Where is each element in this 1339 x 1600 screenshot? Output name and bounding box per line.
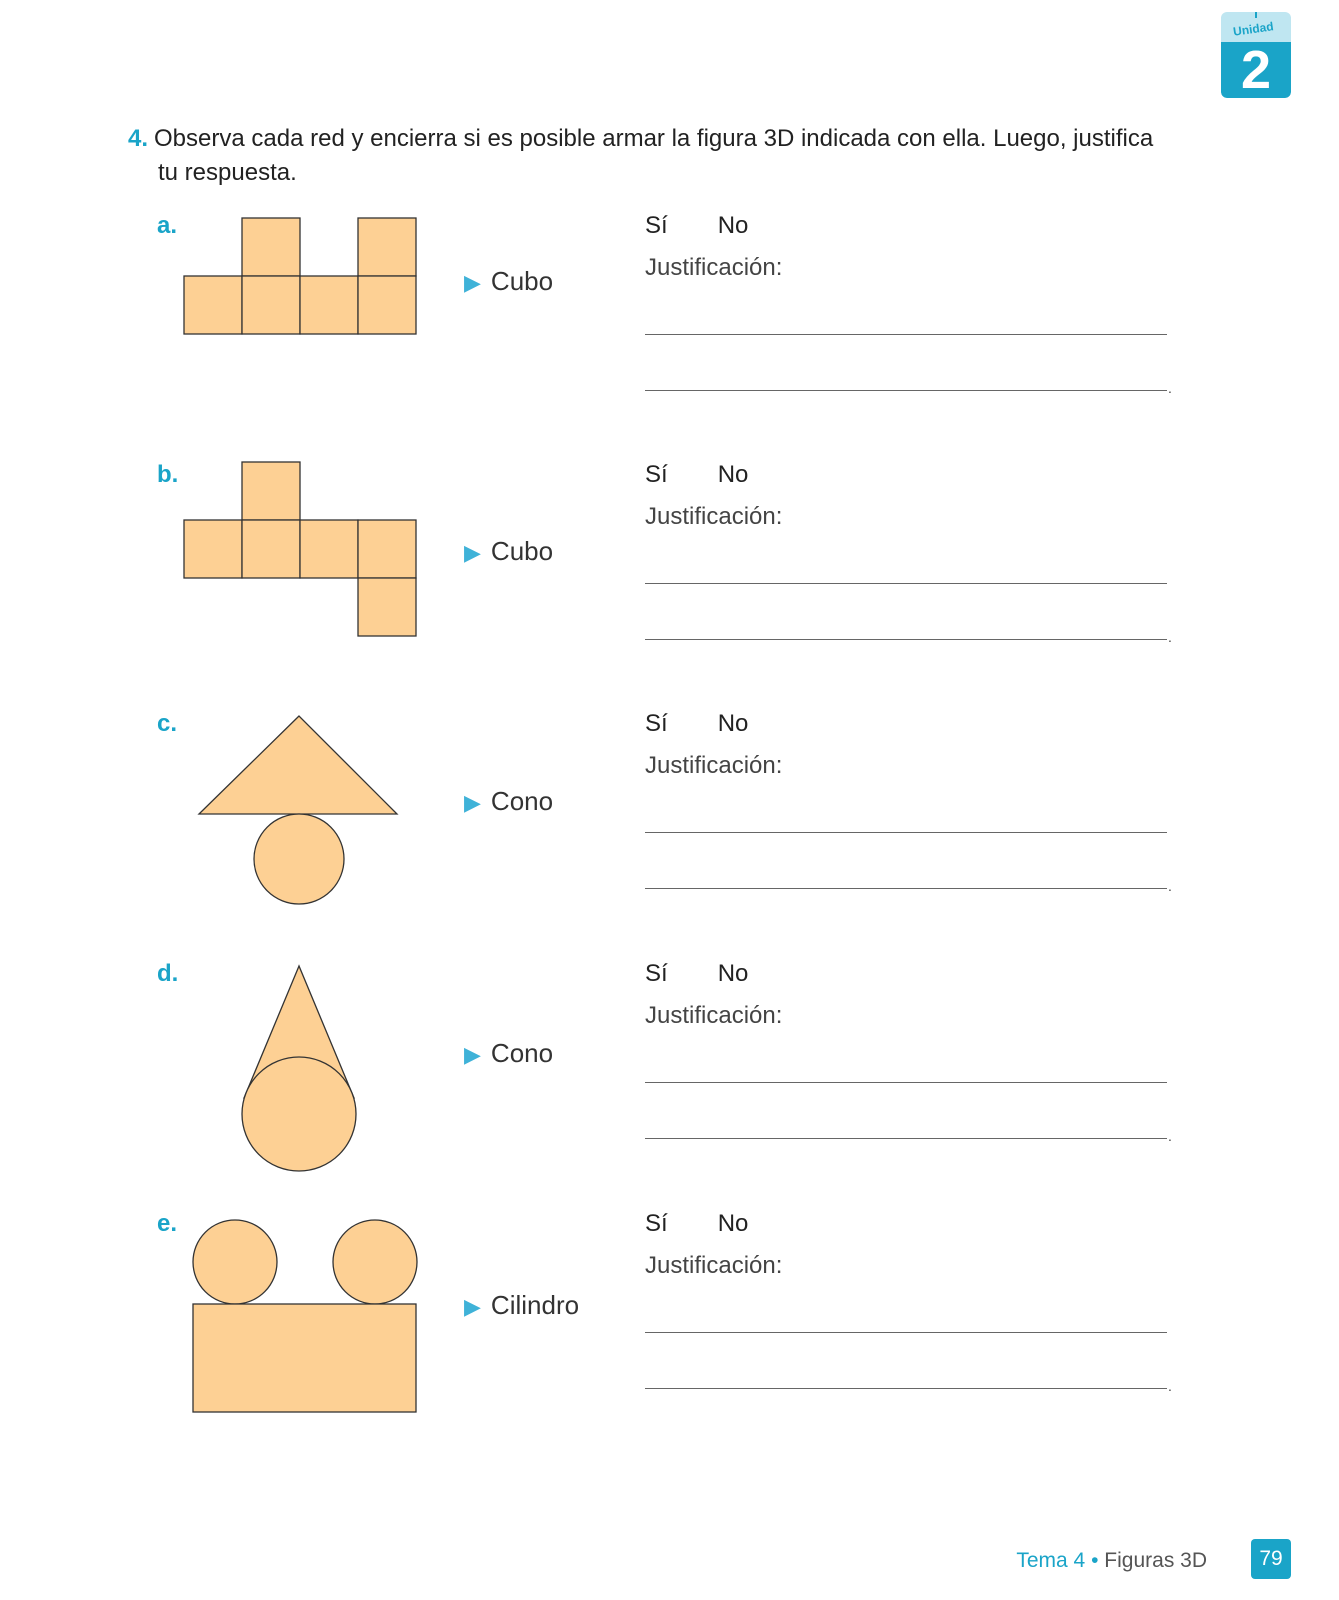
exercise-instruction (128, 122, 1188, 190)
item-e-choice (645, 1210, 748, 1238)
item-a-choice (645, 212, 748, 240)
play-triangle-icon: ▶ (464, 1294, 481, 1319)
item-a-justification-label: Justificación: (645, 254, 783, 281)
item-e-no-option[interactable]: No (717, 1210, 749, 1237)
item-c-no-option[interactable]: No (717, 710, 749, 737)
item-a-target (464, 266, 553, 297)
item-e-answer-line-1[interactable] (645, 1332, 1167, 1333)
item-c-cone-net (196, 712, 402, 908)
item-a-cube-net (180, 216, 420, 340)
item-e-yes-option[interactable]: Sí (645, 1210, 668, 1237)
item-e-justification-label: Justificación: (645, 1252, 783, 1279)
item-c-yes-option[interactable]: Sí (645, 710, 668, 737)
item-d-answer-line-2[interactable] (645, 1138, 1167, 1139)
footer-title: Figuras 3D (1104, 1549, 1207, 1572)
item-d-target-label: Cono (490, 1038, 554, 1068)
item-e-letter: e. (157, 1210, 178, 1237)
item-b-no-option[interactable]: No (717, 461, 749, 488)
item-b-period: . (1168, 629, 1172, 645)
play-triangle-icon: ▶ (464, 1042, 481, 1067)
item-c-period: . (1168, 878, 1172, 894)
item-a-answer-line-1[interactable] (645, 334, 1167, 335)
item-b-target (464, 536, 553, 567)
item-d-cone-net (236, 962, 362, 1178)
play-triangle-icon: ▶ (464, 790, 481, 815)
item-a-answer-line-2[interactable] (645, 390, 1167, 391)
item-b-yes-option[interactable]: Sí (645, 461, 668, 488)
item-a-yes-option[interactable]: Sí (645, 212, 668, 239)
item-d-answer-line-1[interactable] (645, 1082, 1167, 1083)
item-c-target-label: Cono (490, 786, 554, 816)
item-e-answer-line-2[interactable] (645, 1388, 1167, 1389)
item-b-cube-net (180, 458, 420, 642)
item-e-cylinder-net (190, 1214, 420, 1420)
footer-separator: • (1091, 1549, 1099, 1572)
item-d-justification-label: Justificación: (645, 1002, 783, 1029)
instruction-line-1: Observa cada red y encierra si es posible armar la figura 3D indicada con ella. Luego, justifica (154, 125, 1154, 152)
exercise-number: 4. (128, 125, 149, 152)
item-d-period: . (1168, 1128, 1172, 1144)
unit-tab (1221, 12, 1291, 98)
play-triangle-icon: ▶ (464, 540, 481, 565)
instruction-line-2: tu respuesta. (158, 159, 297, 186)
item-c-target (464, 786, 553, 817)
item-e-period: . (1168, 1378, 1172, 1394)
item-e-target-label: Cilindro (490, 1290, 580, 1320)
item-a-target-label: Cubo (490, 266, 554, 296)
play-triangle-icon: ▶ (464, 270, 481, 295)
item-a-no-option[interactable]: No (717, 212, 749, 239)
item-b-choice (645, 461, 748, 489)
item-e-target (464, 1290, 579, 1321)
item-c-choice (645, 710, 748, 738)
item-d-target (464, 1038, 553, 1069)
item-b-target-label: Cubo (490, 536, 554, 566)
item-d-yes-option[interactable]: Sí (645, 960, 668, 987)
item-c-answer-line-1[interactable] (645, 832, 1167, 833)
footer-topic (1016, 1549, 1207, 1573)
item-b-answer-line-1[interactable] (645, 583, 1167, 584)
item-b-justification-label: Justificación: (645, 503, 783, 530)
item-c-answer-line-2[interactable] (645, 888, 1167, 889)
item-a-letter: a. (157, 212, 178, 239)
item-c-letter: c. (157, 710, 178, 737)
item-d-letter: d. (157, 960, 179, 987)
item-b-answer-line-2[interactable] (645, 639, 1167, 640)
item-a-period: . (1168, 380, 1172, 396)
footer-tema: Tema 4 (1016, 1549, 1086, 1572)
item-d-choice (645, 960, 748, 988)
unit-number: 2 (1240, 40, 1272, 98)
item-c-justification-label: Justificación: (645, 752, 783, 779)
page-number: 79 (1251, 1539, 1291, 1579)
unit-label: Unidad (1232, 19, 1275, 39)
item-d-no-option[interactable]: No (717, 960, 749, 987)
item-b-letter: b. (157, 461, 179, 488)
